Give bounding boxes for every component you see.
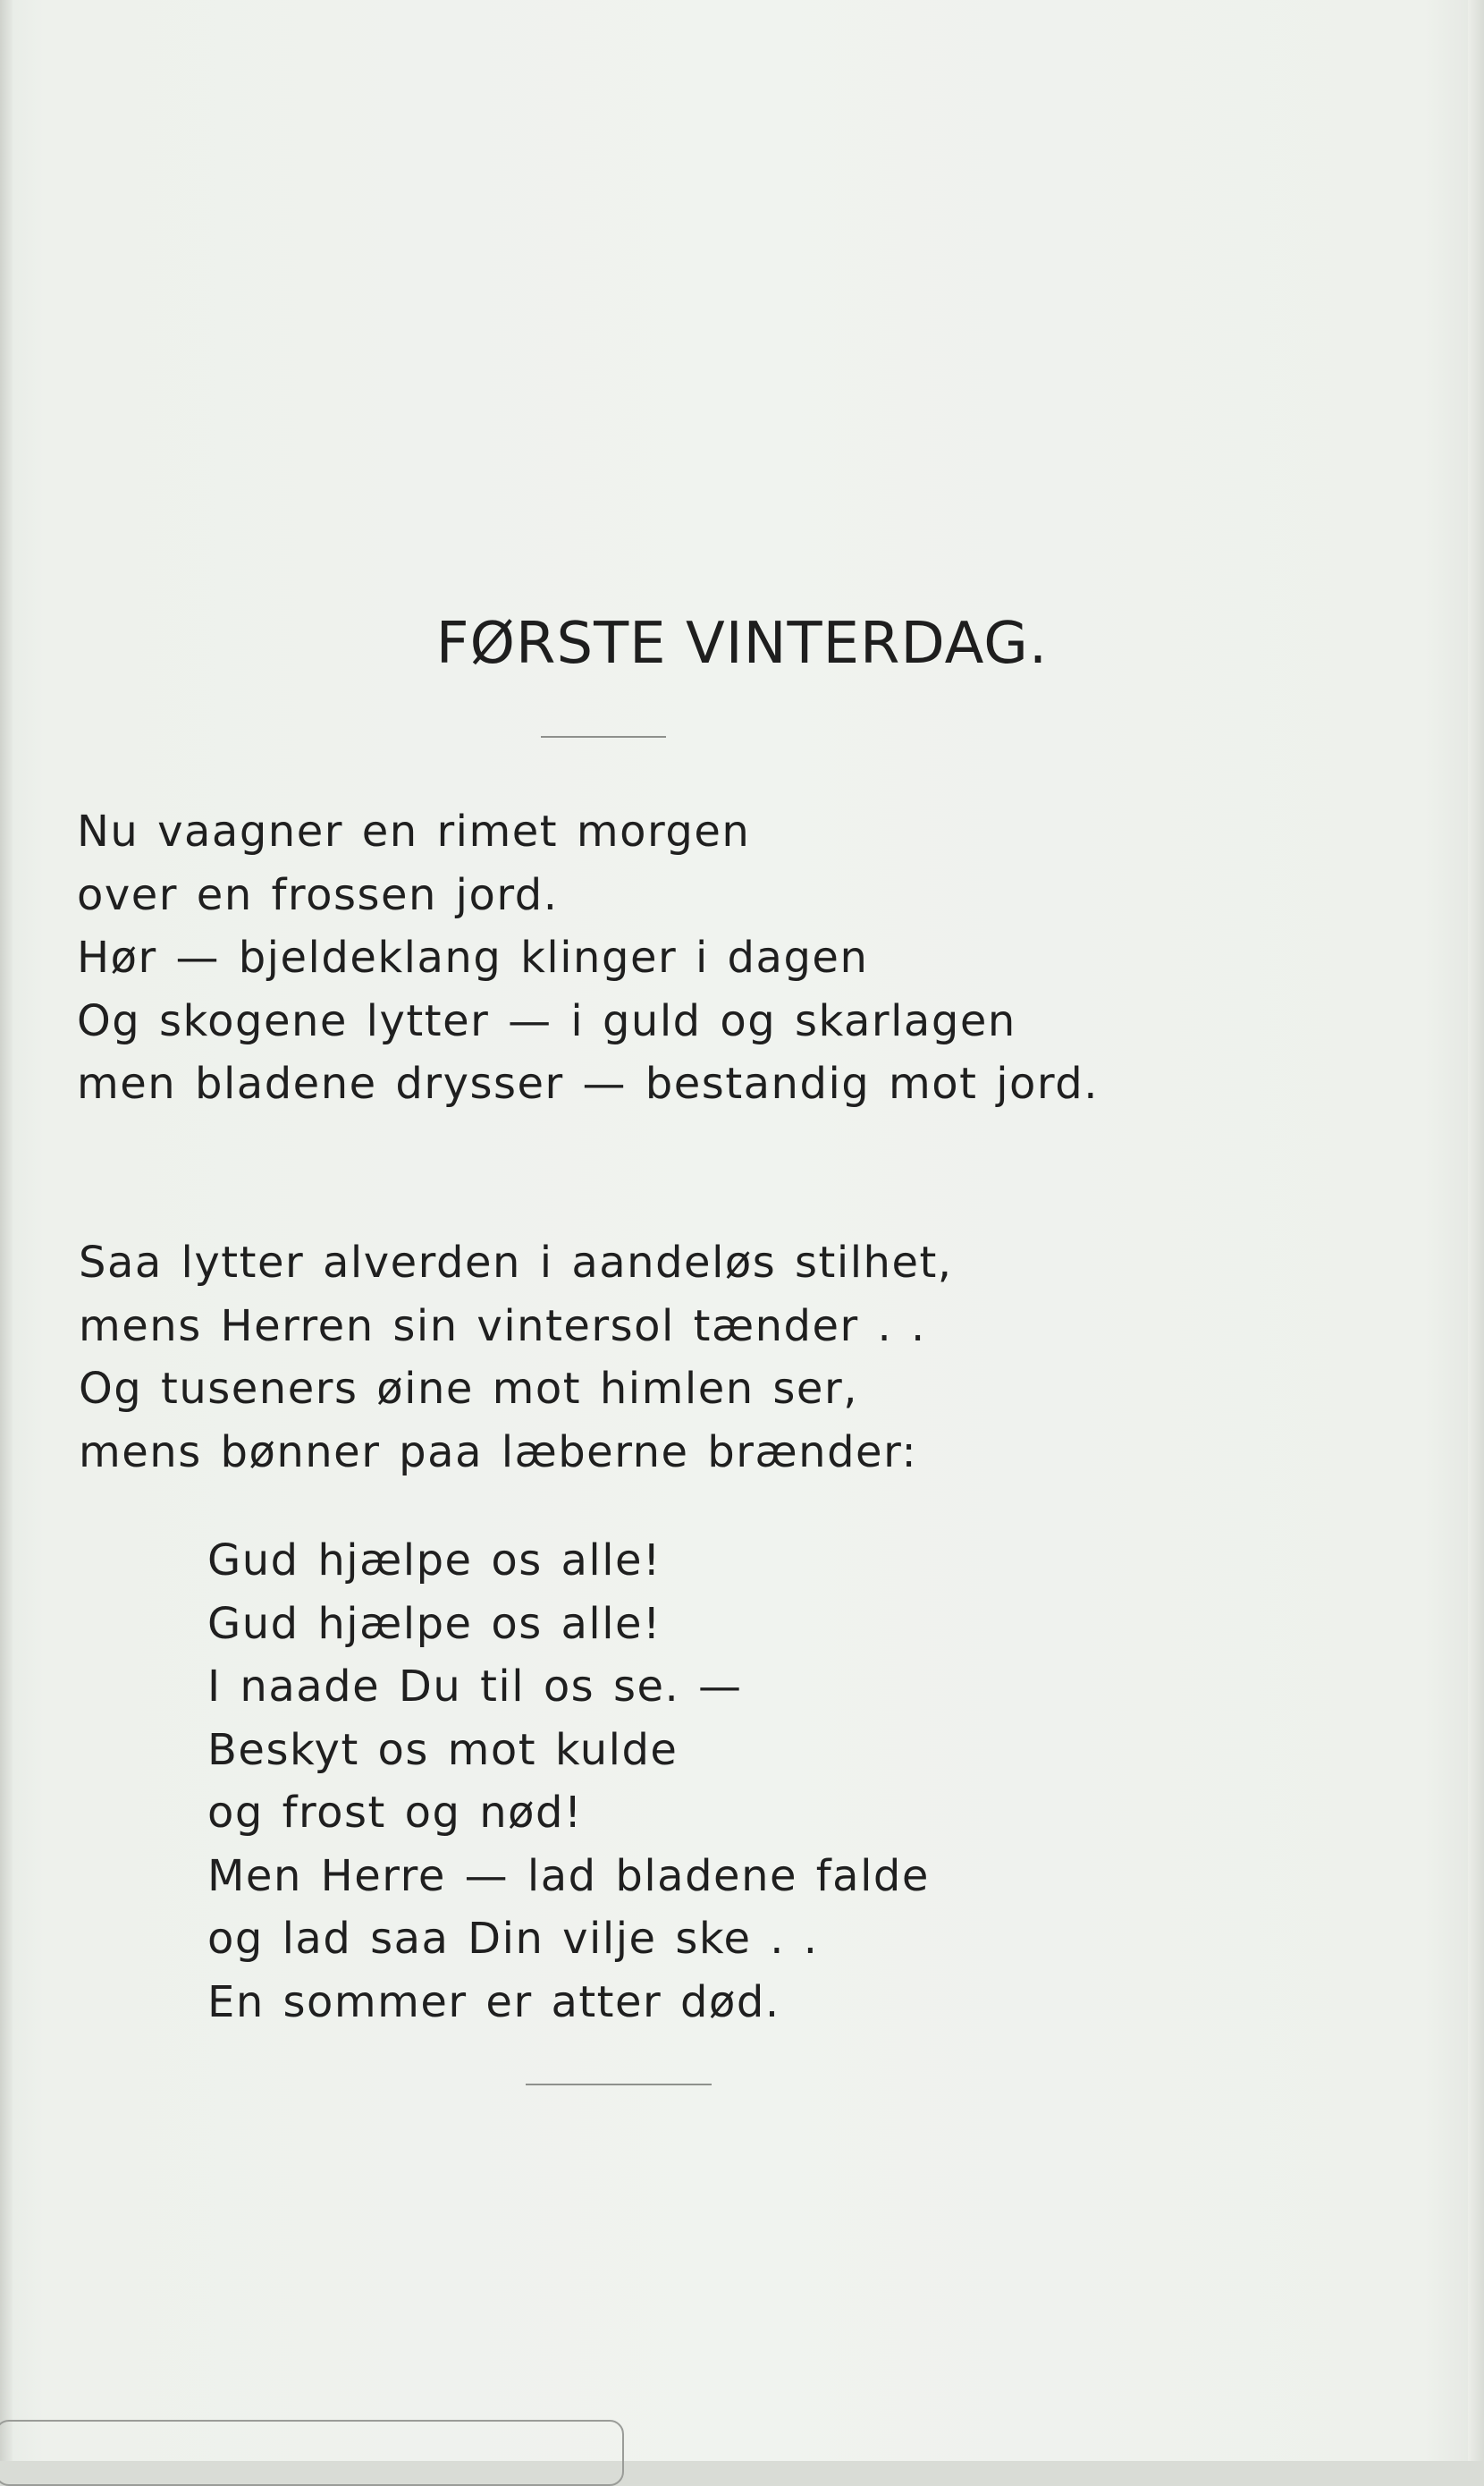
poem-title: FØRSTE VINTERDAG. bbox=[435, 611, 1049, 677]
poem-line: Men Herre — lad bladene falde bbox=[207, 1850, 930, 1901]
page-tab-outline bbox=[0, 2420, 624, 2486]
poem-line: En sommer er atter død. bbox=[207, 1976, 780, 2027]
poem-line: Beskyt os mot kulde bbox=[207, 1724, 679, 1775]
poem-line: Gud hjælpe os alle! bbox=[207, 1598, 662, 1649]
title-divider bbox=[541, 736, 666, 738]
poem-line: Og tuseners øine mot himlen ser, bbox=[79, 1364, 858, 1414]
stanza-2 bbox=[79, 1231, 953, 1484]
stanza-1 bbox=[77, 800, 1099, 1116]
stanza-3-refrain bbox=[207, 1529, 930, 2034]
poem-line: over en frossen jord. bbox=[77, 869, 559, 920]
poem-line: Gud hjælpe os alle! bbox=[207, 1535, 662, 1585]
poem-line: mens bønner paa læberne brænder: bbox=[79, 1426, 918, 1477]
poem-line: Og skogene lytter — i guld og skarlagen bbox=[77, 995, 1016, 1046]
poem-line: og frost og nød! bbox=[207, 1788, 583, 1838]
poem-line: Nu vaagner en rimet morgen bbox=[77, 807, 751, 857]
poem-line: Saa lytter alverden i aandeløs stilhet, bbox=[79, 1238, 953, 1288]
poem-line: Hør — bjeldeklang klinger i dagen bbox=[77, 933, 869, 983]
page-right-edge bbox=[1468, 0, 1484, 2461]
end-divider bbox=[526, 2084, 712, 2085]
poem-line: men bladene drysser — bestandig mot jord. bbox=[77, 1059, 1100, 1109]
poem-line: I naade Du til os se. — bbox=[207, 1662, 743, 1712]
page-left-edge bbox=[0, 0, 13, 2461]
poem-line: mens Herren sin vintersol tænder . . bbox=[79, 1300, 926, 1351]
poem-line: og lad saa Din vilje ske . . bbox=[207, 1914, 819, 1964]
